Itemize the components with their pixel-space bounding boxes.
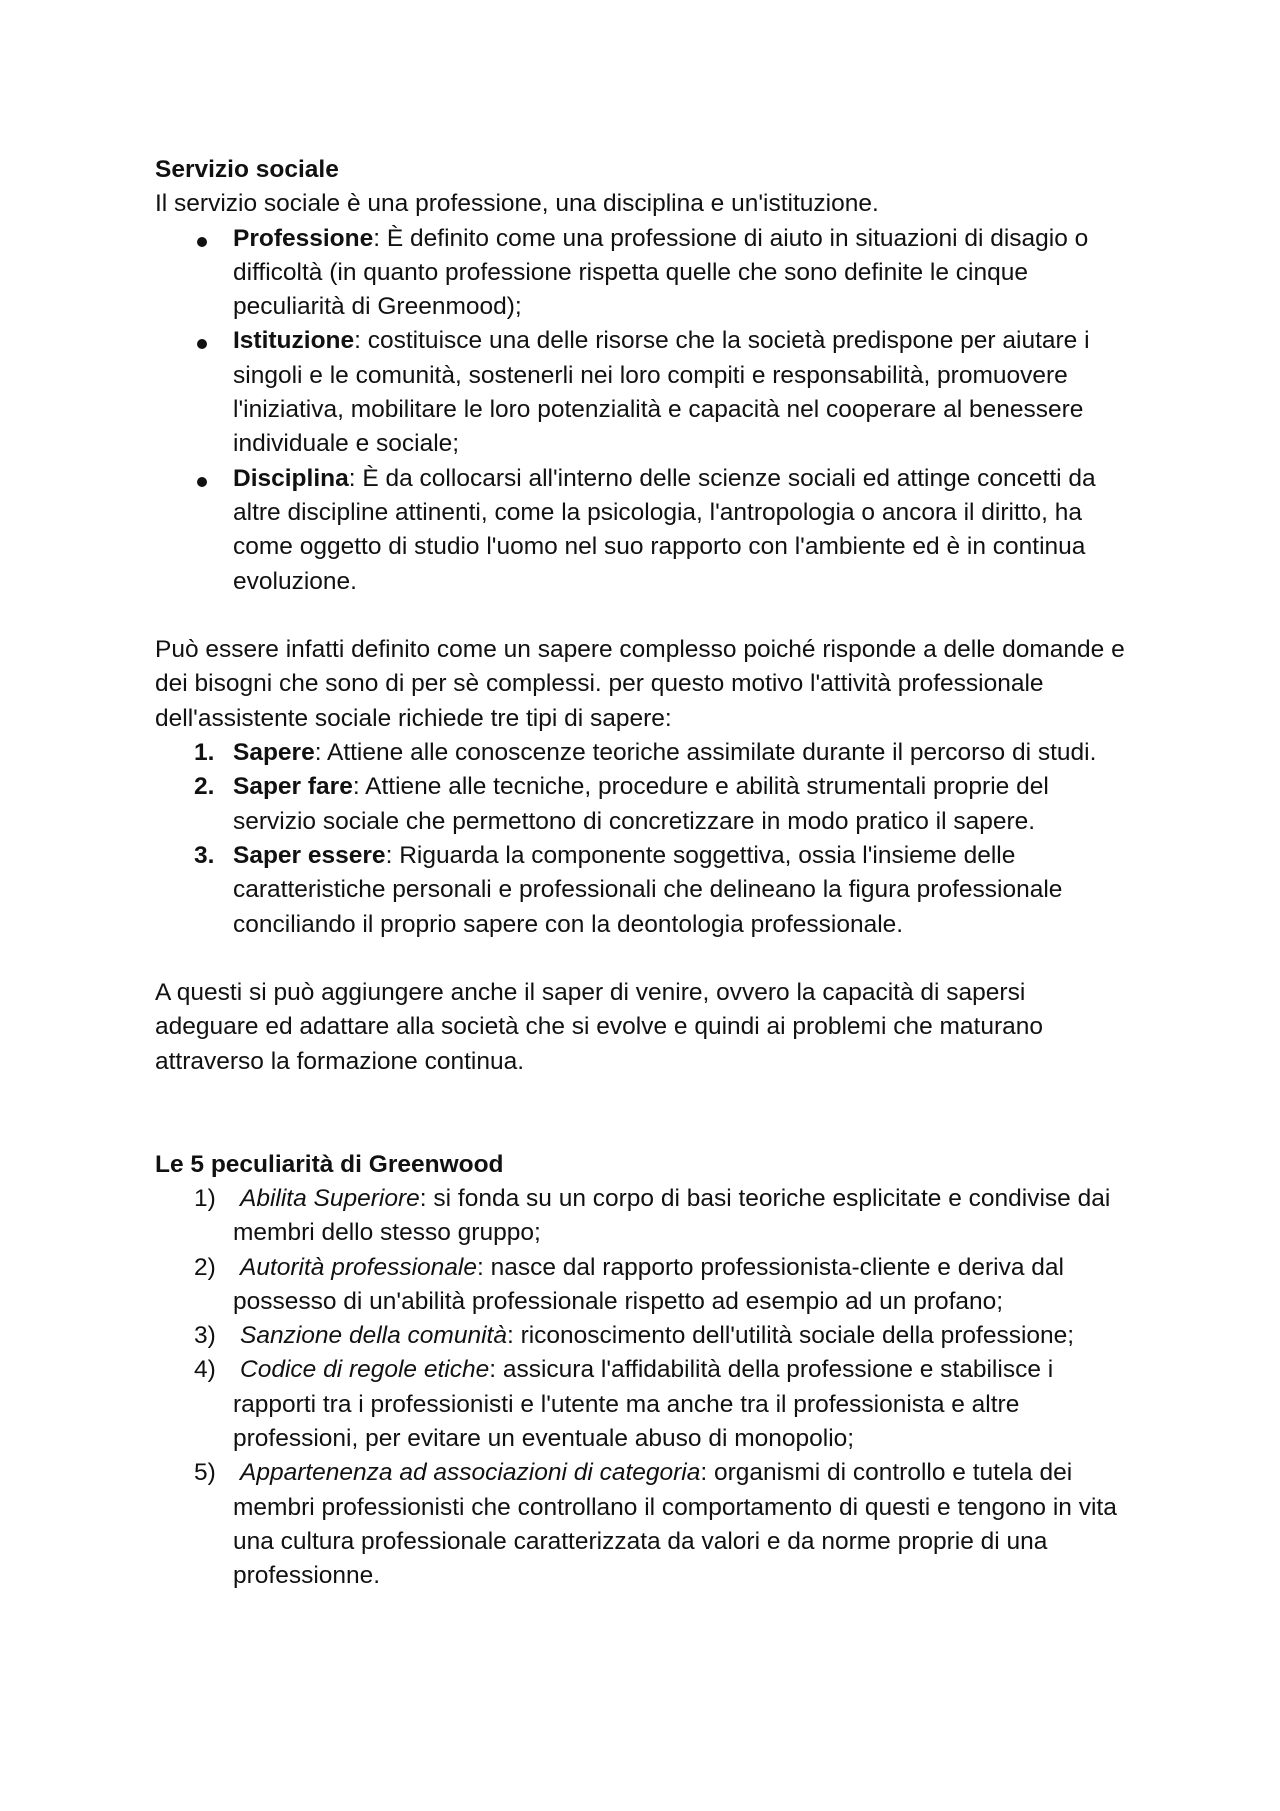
section-title-greenwood: Le 5 peculiarità di Greenwood: [155, 1150, 504, 1178]
list-item-text: : riconoscimento dell'utilità sociale della professione;: [506, 1322, 1075, 1350]
list-item-term: Disciplina: [233, 464, 349, 492]
numbered-list-greenwood: [155, 1182, 1135, 1594]
list-item-term: Codice di regole etiche: [240, 1356, 490, 1384]
list-item-number: 4): [194, 1356, 216, 1384]
list-item-text: : assicura l'affidabilità della professione e stabilisce i rapporti tra i professionisti e l'utente ma anche tra il professionista e altre professioni, per evitare un eventuale abuso di monopolio;: [233, 1356, 1054, 1452]
list-item-number: 2): [194, 1253, 216, 1281]
list-item-number: 3): [194, 1322, 216, 1350]
paragraph-sapere-intro: Può essere infatti definito come un sapere complesso poiché risponde a delle domande e dei bisogni che sono di per sè complessi. per questo motivo l'attività professionale dell'assistente sociale richiede tre tipi di sapere:: [155, 636, 1125, 732]
list-item-term: Professione: [233, 224, 374, 252]
list-item-text: : Attiene alle conoscenze teoriche assimilate durante il percorso di studi.: [314, 739, 1097, 767]
list-item-text: : Riguarda la componente soggettiva, ossia l'insieme delle caratteristiche personali e professionali che delineano la figura professionale conciliando il proprio sapere con la deontologia professionale.: [233, 841, 1063, 938]
list-item-text: : organismi di controllo e tutela dei membri professionisti che controllano il comportamento di questi e tengono in vita una cultura professionale caratterizzata da valori e da norme proprie di una professionne.: [233, 1459, 1117, 1590]
paragraph-spacer: [155, 942, 1135, 976]
list-item-term: Appartenenza ad associazioni di categoria: [240, 1459, 701, 1487]
section-intro: Il servizio sociale è una professione, una disciplina e un'istituzione.: [155, 190, 879, 218]
list-item-term: Abilita Superiore: [240, 1184, 420, 1212]
list-item: [155, 839, 1135, 942]
list-item-number: 5): [194, 1459, 216, 1487]
list-item-term: Istituzione: [233, 327, 355, 355]
list-item: [155, 1353, 1135, 1456]
section-title-servizio-sociale: Servizio sociale: [155, 156, 339, 183]
list-item-term: Saper fare: [233, 773, 353, 801]
list-item-number: 3.: [194, 841, 215, 869]
bullet-icon: [197, 339, 207, 349]
bullet-list-definitions: [155, 222, 1135, 599]
numbered-list-sapere: [155, 736, 1135, 942]
document-body: [155, 153, 1135, 1593]
list-item-term: Sapere: [233, 739, 315, 767]
list-item: [155, 1319, 1135, 1353]
list-item-text: : Attiene alle tecniche, procedure e abilità strumentali proprie del servizio sociale che permettono di concretizzare in modo pratico il sapere.: [233, 773, 1049, 835]
list-item-term: Saper essere: [233, 841, 386, 869]
list-item-number: 1): [194, 1184, 216, 1212]
list-item: [155, 222, 1135, 325]
paragraph-spacer: [155, 599, 1135, 633]
list-item: [155, 1456, 1135, 1593]
list-item-text: : È da collocarsi all'interno delle scienze sociali ed attinge concetti da altre discipline attinenti, come la psicologia, l'antropologia o ancora il diritto, ha come oggetto di studio l'uomo nel suo rapporto con l'ambiente ed è in continua evoluzione.: [233, 464, 1096, 595]
list-item-text: : nasce dal rapporto professionista-cliente e deriva dal possesso di un'abilità professionale rispetto ad esempio ad un profano;: [233, 1253, 1064, 1315]
list-item-term: Sanzione della comunità: [240, 1322, 507, 1350]
list-item: [155, 462, 1135, 599]
paragraph-saper-divenire: A questi si può aggiungere anche il saper di venire, ovvero la capacità di sapersi adeguare ed adattare alla società che si evolve e quindi ai problemi che maturano attraverso la formazione continua.: [155, 979, 1044, 1075]
list-item: [155, 1182, 1135, 1251]
list-item-number: 2.: [194, 773, 215, 801]
list-item: [155, 1251, 1135, 1320]
list-item-text: : si fonda su un corpo di basi teoriche esplicitate e condivise dai membri dello stesso gruppo;: [233, 1184, 1111, 1247]
bullet-icon: [197, 477, 207, 487]
list-item: [155, 324, 1135, 461]
list-item-text: : È definito come una professione di aiuto in situazioni di disagio o difficoltà (in quanto professione rispetta quelle che sono definite le cinque peculiarità di Greenmood);: [233, 224, 1089, 321]
list-item: [155, 736, 1135, 770]
list-item-number: 1.: [194, 739, 215, 767]
bullet-icon: [197, 237, 207, 247]
list-item-text: : costituisce una delle risorse che la società predispone per aiutare i singoli e le comunità, sostenerli nei loro compiti e responsabilità, promuovere l'iniziativa, mobilitare le loro potenzialità e capacità nel cooperare al benessere individuale e sociale;: [233, 327, 1090, 458]
list-item: [155, 770, 1135, 839]
paragraph-spacer: [155, 1079, 1135, 1148]
list-item-term: Autorità professionale: [240, 1253, 477, 1281]
